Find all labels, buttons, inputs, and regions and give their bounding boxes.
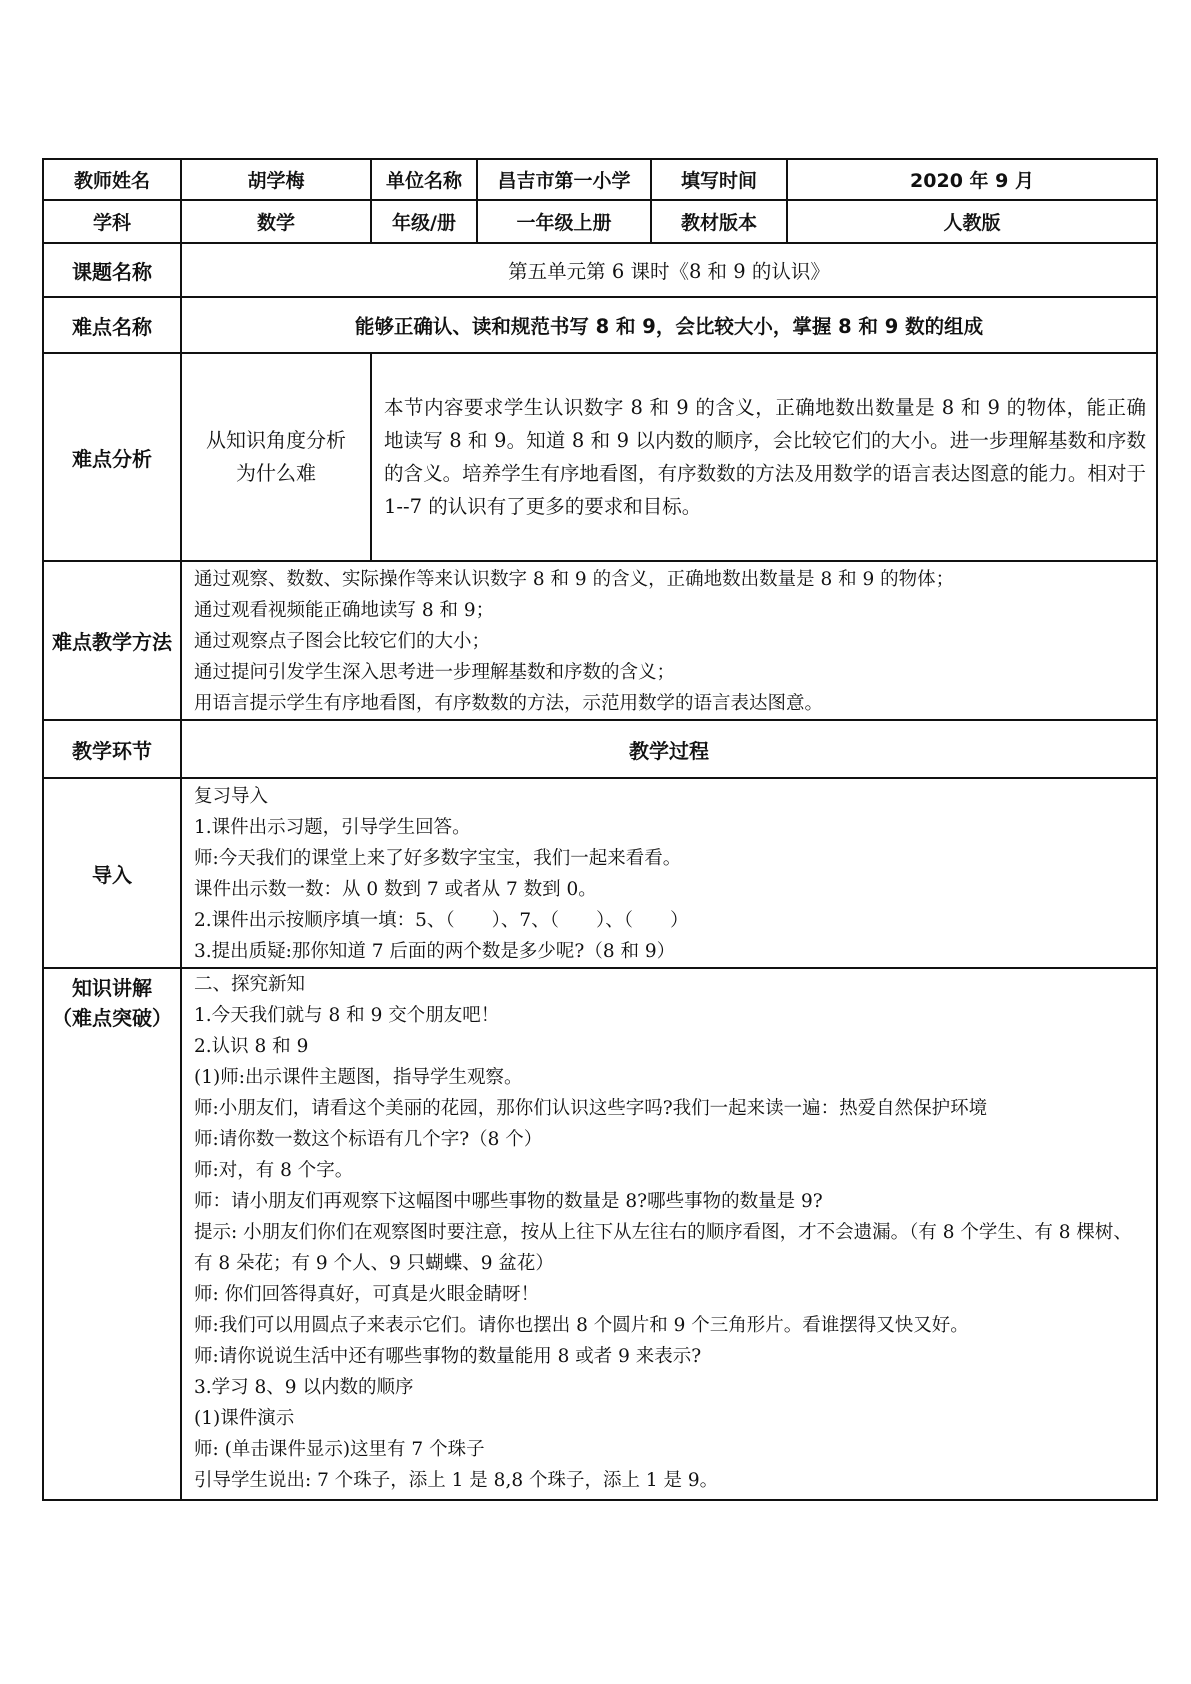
knowledge-line: 提示: 小朋友们你们在观察图时要注意，按从上往下从左往右的顺序看图，才不会遗漏。（有 8 个学生、有 8 棵树、有 8 朵花；有 9 个人、9 只蝴蝶、9 盆花） [194,1222,1132,1274]
intro-line: 2.课件出示按顺序填一填：5、（ ）、7、（ ）、（ ） [194,910,689,931]
knowledge-line: 师: 你们回答得真好，可真是火眼金睛呀！ [194,1284,540,1305]
difficulty-row [43,297,1157,353]
knowledge-line: 师:请你说说生活中还有哪些事物的数量能用 8 或者 9 来表示? [194,1346,702,1367]
knowledge-line: 二、探究新知 [194,974,306,995]
difficulty-label: 难点名称 [43,297,181,353]
knowledge-line: 师:请你数一数这个标语有几个字?（8 个） [194,1129,543,1150]
intro-line: 师:今天我们的课堂上来了好多数字宝宝，我们一起来看看。 [194,848,682,869]
lesson-plan-sheet [42,158,1156,1501]
intro-lines [181,778,1157,968]
knowledge-line: 3.学习 8、9 以内数的顺序 [194,1377,414,1398]
grade-value: 一年级上册 [477,200,651,243]
analysis-text: 本节内容要求学生认识数字 8 和 9 的含义，正确地数出数量是 8 和 9 的物体，能正确地读写 8 和 9。知道 8 和 9 以内数的顺序，会比较它们的大小。进一步理解基数和序数的含义。培养学生有序地看图，有序数数的方法及用数学的语言表达图意的能力。相对于 1--7 的认识有了更多的要求和目标。 [371,353,1157,561]
analysis-sublabel: 从知识角度分析为什么难 [181,353,371,561]
intro-line: 3.提出质疑:那你知道 7 后面的两个数是多少呢?（8 和 9） [194,941,676,962]
intro-line: 课件出示数一数：从 0 数到 7 或者从 7 数到 0。 [194,879,597,900]
method-line: 通过观看视频能正确地读写 8 和 9； [194,600,495,621]
process-header-row [43,720,1157,778]
unit-value: 昌吉市第一小学 [477,159,651,200]
date-label: 填写时间 [651,159,787,200]
edition-value: 人教版 [787,200,1157,243]
teacher-label: 教师姓名 [43,159,181,200]
process-value: 教学过程 [181,720,1157,778]
knowledge-line: (1)课件演示 [194,1408,295,1429]
method-line: 通过提问引发学生深入思考进一步理解基数和序数的含义； [194,662,676,683]
method-line: 通过观察点子图会比较它们的大小； [194,631,491,652]
date-value: 2020 年 9 月 [787,159,1157,200]
method-lines [181,561,1157,720]
knowledge-line: 2.认识 8 和 9 [194,1036,309,1057]
subject-value: 数学 [181,200,371,243]
method-line: 通过观察、数数、实际操作等来认识数字 8 和 9 的含义，正确地数出数量是 8 和 9 的物体； [194,569,955,590]
knowledge-line: 师:我们可以用圆点子来表示它们。请你也摆出 8 个圆片和 9 个三角形片。看谁摆得又快又好。 [194,1315,969,1336]
knowledge-label-line2: （难点突破） [52,1006,172,1030]
knowledge-line: 师：请小朋友们再观察下这幅图中哪些事物的数量是 8?哪些事物的数量是 9? [194,1191,823,1212]
knowledge-line: (1)师:出示课件主题图，指导学生观察。 [194,1067,523,1088]
intro-row [43,778,1157,968]
knowledge-line: 师:对，有 8 个字。 [194,1160,354,1181]
method-line: 用语言提示学生有序地看图，有序数数的方法，示范用数学的语言表达图意。 [194,693,824,714]
analysis-label: 难点分析 [43,353,181,561]
topic-row [43,243,1157,297]
header-row-1 [43,159,1157,200]
intro-label: 导入 [43,778,181,968]
teacher-value: 胡学梅 [181,159,371,200]
grade-label: 年级/册 [371,200,477,243]
method-row [43,561,1157,720]
knowledge-line: 1.今天我们就与 8 和 9 交个朋友吧！ [194,1005,500,1026]
header-row-2 [43,200,1157,243]
intro-line: 复习导入 [194,786,269,807]
knowledge-line: 引导学生说出: 7 个珠子，添上 1 是 8,8 个珠子，添上 1 是 9。 [194,1470,719,1491]
analysis-row [43,353,1157,561]
knowledge-label [43,968,181,1500]
knowledge-lines [181,968,1157,1500]
difficulty-value: 能够正确认、读和规范书写 8 和 9，会比较大小，掌握 8 和 9 数的组成 [181,297,1157,353]
unit-label: 单位名称 [371,159,477,200]
intro-line: 1.课件出示习题，引导学生回答。 [194,817,471,838]
edition-label: 教材版本 [651,200,787,243]
lesson-plan-table [42,158,1158,1501]
knowledge-line: 师:小朋友们，请看这个美丽的花园，那你们认识这些字吗?我们一起来读一遍：热爱自然保护环境 [194,1098,988,1119]
knowledge-row [43,968,1157,1500]
topic-value: 第五单元第 6 课时《8 和 9 的认识》 [181,243,1157,297]
knowledge-label-line1: 知识讲解 [72,976,152,1000]
topic-label: 课题名称 [43,243,181,297]
method-label: 难点教学方法 [43,561,181,720]
process-label: 教学环节 [43,720,181,778]
subject-label: 学科 [43,200,181,243]
knowledge-line: 师: (单击课件显示)这里有 7 个珠子 [194,1439,485,1460]
